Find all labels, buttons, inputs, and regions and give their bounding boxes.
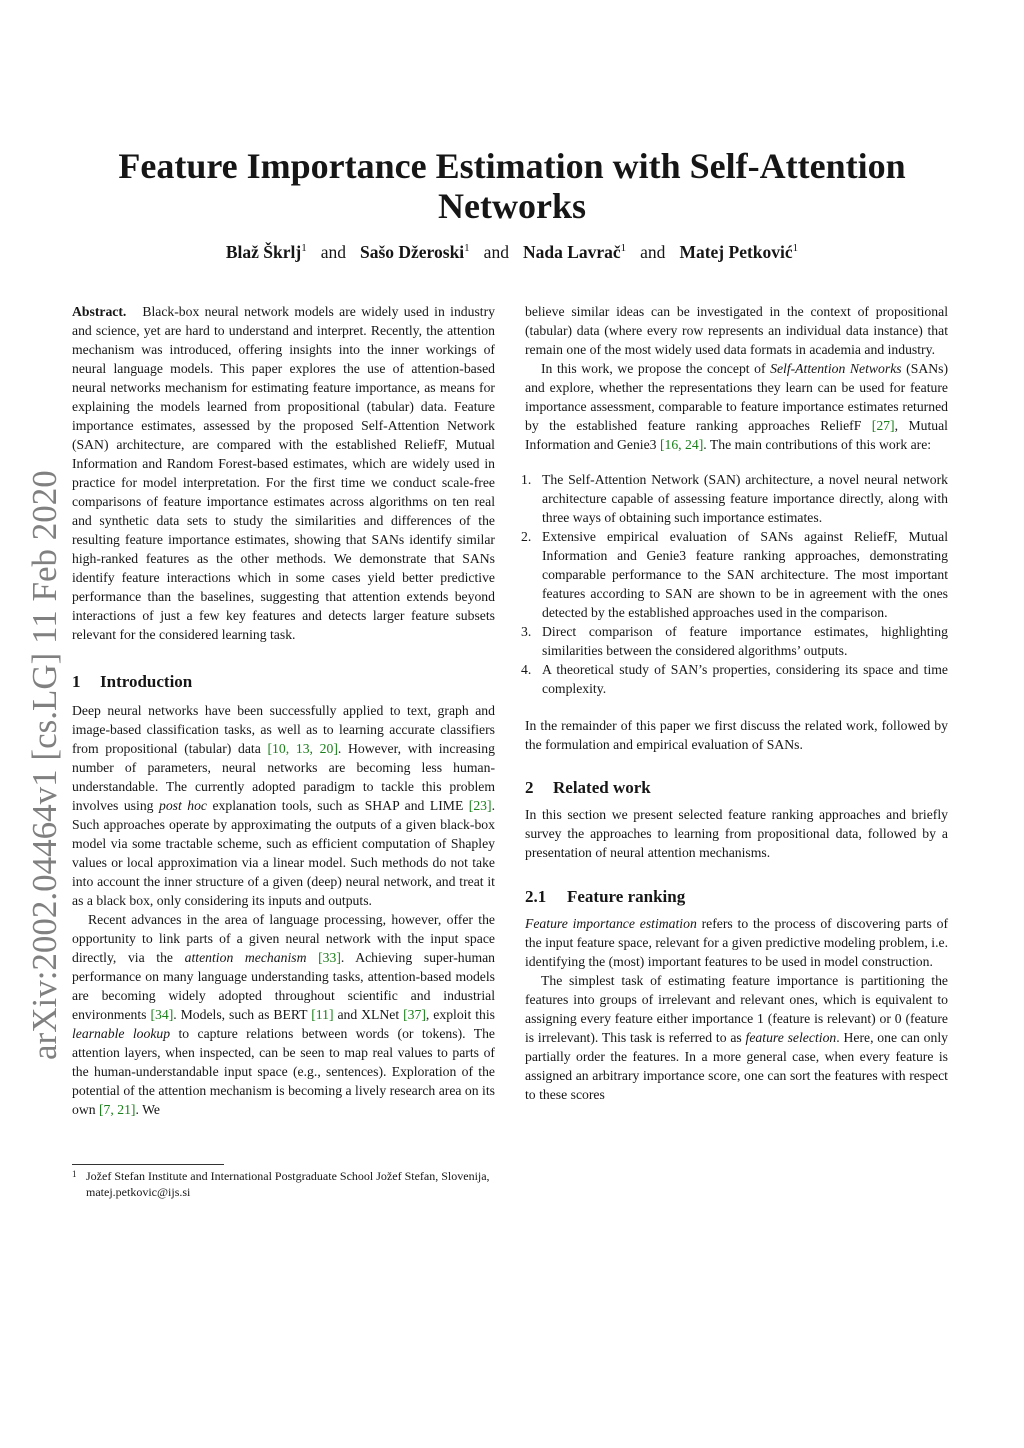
author-name: Nada Lavrač <box>522 242 621 262</box>
list-number: 3. <box>521 624 532 639</box>
list-item-text: The Self-Attention Network (SAN) architecture, a novel neural network architecture capable of assessing feature importance directly, along with three ways of obtaining such importance estimates. <box>542 472 948 525</box>
text-run: (SANs) and explore, whether the representations they learn can be used for feature importance assessment, comparable to feature importance estimates returned by the established feature ranking approaches ReliefF <box>525 361 948 433</box>
list-item-text: Extensive empirical evaluation of SANs against ReliefF, Mutual Information and Genie3 feature ranking approaches, demonstrating comparable performance to the SAN architecture. The most important features according to SAN are shown to be in agreement with the ones detected by the established approaches used in the comparison. <box>542 529 948 620</box>
author-separator: and <box>320 242 346 262</box>
citation-link[interactable]: [10, 13, 20] <box>267 741 338 756</box>
emphasis: Feature importance estimation <box>525 916 697 931</box>
citation-link[interactable]: [34] <box>150 1007 174 1022</box>
section-number: 2 <box>525 778 534 797</box>
right-column <box>521 302 949 1104</box>
citation-link[interactable]: [11] <box>311 1007 334 1022</box>
subsection-heading-feature-ranking <box>525 886 948 908</box>
affiliation-mark: 1 <box>464 242 470 255</box>
affiliation-mark: 1 <box>301 242 307 255</box>
footnote <box>72 1168 495 1200</box>
text-run: The simplest task of estimating feature importance is partitioning the features into groups of irrelevant and relevant ones, which is equivalent to assigning every feature either importance 1 (feature is relevant) or 0 (feature is irrelevant). This task is referred to as <box>525 973 948 1045</box>
text-run: to capture relations between words (or tokens). The attention layers, when inspected, can be seen to map real values to parts of the human-understandable input space (e.g., sentences). Exploration of the potential of the attention mechanism is becoming a lively research area on its own <box>72 1026 495 1117</box>
list-item-text: A theoretical study of SAN’s properties, considering its space and time complexity. <box>542 662 948 696</box>
citation-link[interactable]: [37] <box>403 1007 426 1022</box>
subsection-title: Feature ranking <box>567 887 686 906</box>
citation-link[interactable]: [16, 24] <box>659 437 704 452</box>
text-run: Recent advances in the area of language processing, however, offer the opportunity to link parts of a given neural network with the input space directly, via the <box>72 912 495 965</box>
text-run: refers to the process of discovering parts of the input feature space, relevant for a given predictive modeling problem, i.e. identifying the (most) important features to be used in model construction. <box>525 916 949 969</box>
affiliation-mark: 1 <box>792 242 799 255</box>
author-name: Sašo Džeroski <box>359 242 465 262</box>
text-run: and XLNet <box>333 1007 404 1022</box>
section-heading-introduction <box>72 671 495 693</box>
paper-title: Feature Importance Estimation with Self-Attention Networks <box>118 146 906 226</box>
abstract-text: Black-box neural network models are widely used in industry and science, yet are hard to understand and interpret. Recently, the attention mechanism was introduced, offering insights into the inner workings of neural language models. This paper explores the use of attention-based neural networks mechanism for estimating feature importance, as means for explaining the models learned from propositional (tabular) data. Feature importance estimates, assessed by the proposed Self-Attention Network (SAN) architecture, are compared with the established ReliefF, Mutual Information and Random Forest-based estimates, which are widely used in practice for model interpretation. For the first time we conduct scale-free comparisons of feature importance estimates across algorithms on ten real and synthetic data sets to study the similarities and differences of the resulting feature importance estimates, showing that SANs identify similar high-ranked features as the other methods. We demonstrate that SANs identify feature interactions which in some cases yield better predictive performance than the baselines, suggesting that attention extends beyond interactions of just a few key features and detects larger feature subsets relevant for the considered learning task. <box>72 304 496 642</box>
text-run: , Mutual Information and Genie3 <box>525 418 948 452</box>
text-run: , exploit this <box>425 1007 495 1022</box>
arxiv-watermark: arXiv:2002.04464v1 [cs.LG] 11 Feb 2020 <box>25 470 64 1060</box>
text-run: explanation tools, such as SHAP and LIME <box>207 798 469 813</box>
citation-link[interactable]: [33] <box>318 950 341 965</box>
author-name: Blaž Škrlj <box>225 242 302 262</box>
text-run: . Here, one can only partially order the features. In a more general case, when every feature is assigned an arbitrary importance score, one can sort the features with respect to these scores <box>525 1030 948 1102</box>
emphasis: learnable lookup <box>72 1026 171 1041</box>
text-run: . Achieving super-human performance on many language understanding tasks, attention-based models are becoming widely adopted throughout scientific and industrial environments <box>72 950 496 1022</box>
continued-paragraph: believe similar ideas can be investigated in the context of propositional (tabular) data (where every row represents an individual data instance) that remain one of the most widely used data formats in academia and industry. <box>525 304 948 357</box>
text-run: . The main contributions of this work are: <box>703 437 932 452</box>
list-number: 2. <box>521 529 532 544</box>
text-run: In this work, we propose the concept of <box>541 361 771 376</box>
text-run: . Such approaches operate by approximating the outputs of a given black-box model via some tractable scheme, such as efficient computation of Shapley values or local approximation via a linear model. Such methods do not take into account the inner structure of a given (deep) neural network, and treat it as a black box, only considering its inputs and outputs. <box>72 798 495 908</box>
citation-link[interactable]: [7, 21] <box>99 1102 136 1117</box>
citation-link[interactable]: [27] <box>871 418 895 433</box>
text-run: . However, with increasing number of parameters, neural networks are becoming less human-understandable. The currently adopted paradigm to tackle this problem involves using <box>72 741 495 813</box>
left-column <box>72 302 495 1119</box>
author-separator: and <box>483 242 509 262</box>
subsection-number: 2.1 <box>525 887 547 906</box>
related-work-paragraph: In this section we present selected feature ranking approaches and briefly survey the approaches to learning from propositional data, followed by a presentation of neural attention mechanisms. <box>525 807 948 860</box>
section-number: 1 <box>72 672 81 691</box>
text-run: . Models, such as BERT <box>173 1007 312 1022</box>
footnote-mark: 1 <box>72 1169 77 1179</box>
section-heading-related-work <box>525 777 948 799</box>
ranking-paragraph-1 <box>525 914 948 971</box>
ranking-paragraph-2 <box>525 971 948 1104</box>
contribution-list <box>521 470 948 698</box>
roadmap-paragraph: In the remainder of this paper we first discuss the related work, followed by the formulation and empirical evaluation of SANs. <box>525 718 948 752</box>
list-item <box>521 660 948 698</box>
author-name: Matej Petković <box>679 242 793 262</box>
intro-paragraph-1 <box>72 701 495 910</box>
author-list <box>60 240 964 264</box>
text-run: Deep neural networks have been successfully applied to text, graph and image-based classification tasks, as well as to learning accurate classifiers from propositional (tabular) data <box>72 703 495 756</box>
affiliation-mark: 1 <box>620 242 627 255</box>
section-title: Introduction <box>100 672 193 691</box>
abstract-label: Abstract. <box>72 304 127 319</box>
emphasis: feature selection <box>745 1030 837 1045</box>
footnote-text: Jožef Stefan Institute and International Postgraduate School Jožef Stefan, Slovenija, matej.petkovic@ijs.si <box>86 1169 490 1199</box>
author-separator: and <box>640 242 666 262</box>
list-item <box>521 527 948 622</box>
abstract <box>72 302 495 644</box>
contribution-intro <box>525 359 948 454</box>
emphasis: attention mechanism <box>184 950 307 965</box>
intro-paragraph-2 <box>72 910 495 1119</box>
list-item <box>521 622 948 660</box>
citation-link[interactable]: [23] <box>468 798 492 813</box>
section-title: Related work <box>553 778 651 797</box>
list-item <box>521 470 948 527</box>
list-number: 4. <box>521 662 532 677</box>
list-number: 1. <box>521 472 532 487</box>
list-item-text: Direct comparison of feature importance estimates, highlighting similarities between the considered algorithms’ outputs. <box>542 624 948 658</box>
emphasis: post hoc <box>158 798 208 813</box>
footnote-rule <box>72 1164 224 1165</box>
text-run: . We <box>135 1102 160 1117</box>
emphasis: Self-Attention Networks <box>770 361 902 376</box>
